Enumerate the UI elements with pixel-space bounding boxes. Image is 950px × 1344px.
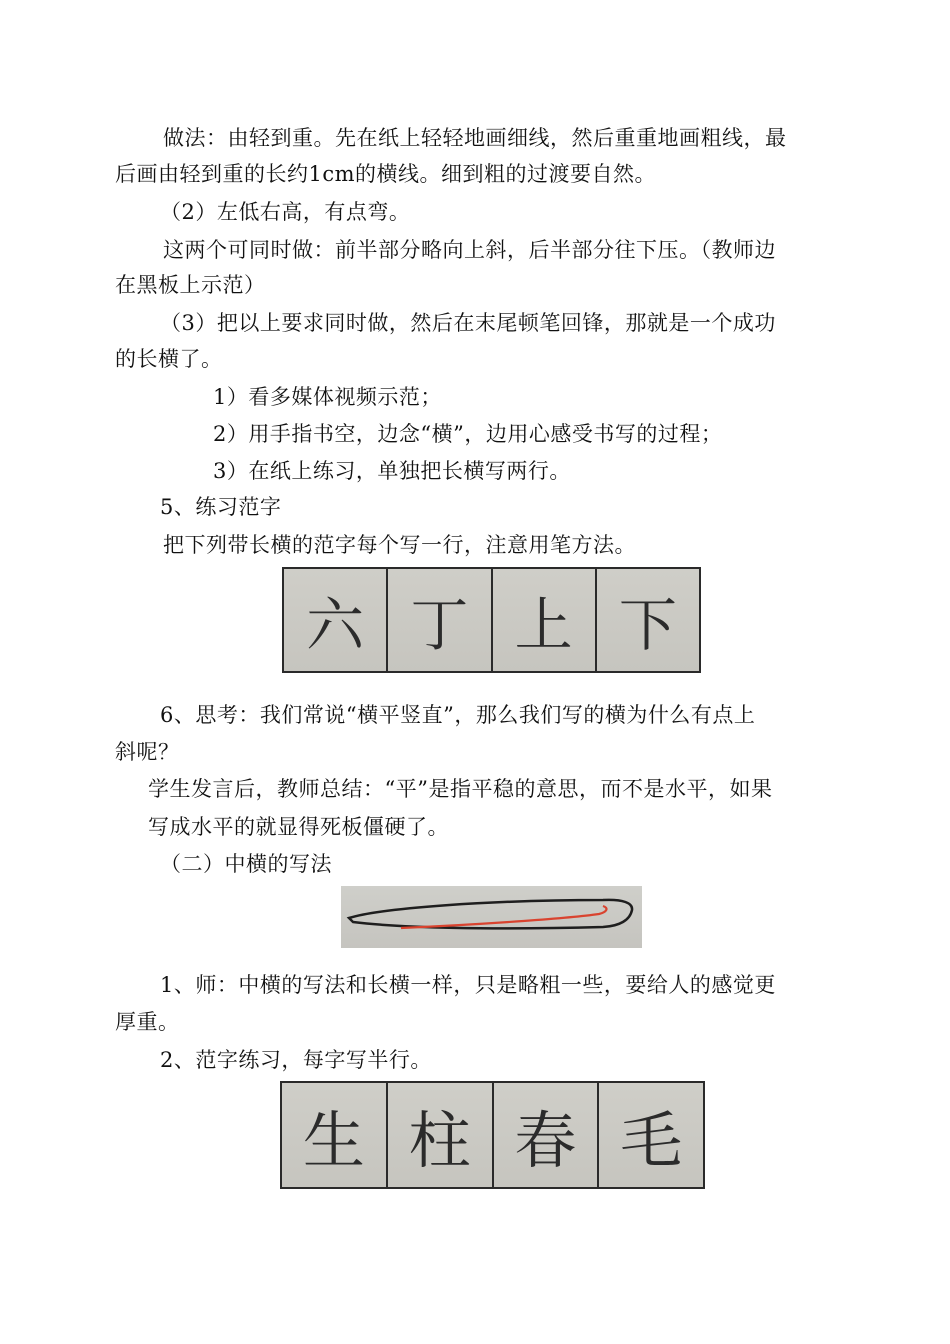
grid-cell: 毛	[599, 1083, 703, 1187]
example-characters-image	[282, 567, 701, 673]
paragraph-line: 厚重。	[115, 1010, 180, 1034]
paragraph-line: （3）把以上要求同时做，然后在末尾顿笔回锋，那就是一个成功	[160, 311, 776, 335]
list-item: 1）看多媒体视频示范；	[213, 385, 442, 409]
grid-cell: 生	[282, 1083, 388, 1187]
stroke-example-image	[341, 886, 642, 948]
paragraph-line: 斜呢？	[115, 740, 180, 764]
paragraph-line: 后画由轻到重的长约1cm的横线。细到粗的过渡要自然。	[115, 162, 657, 186]
paragraph-line: 在黑板上示范）	[115, 273, 266, 297]
paragraph-line: 学生发言后，教师总结：“平”是指平稳的意思，而不是水平，如果	[148, 777, 773, 801]
grid-cell: 六	[284, 569, 388, 671]
section-heading: 5、练习范字	[160, 495, 282, 519]
grid-cell: 上	[493, 569, 597, 671]
grid-cell: 春	[494, 1083, 600, 1187]
section-heading: （二）中横的写法	[160, 852, 332, 876]
paragraph-line: 的长横了。	[115, 347, 223, 371]
stroke-drawing	[341, 886, 642, 948]
example-characters-image	[280, 1081, 705, 1189]
stroke-center-line	[401, 906, 606, 928]
paragraph-line: 写成水平的就显得死板僵硬了。	[148, 815, 449, 839]
paragraph-line: 这两个可同时做：前半部分略向上斜，后半部分往下压。（教师边	[163, 238, 776, 262]
list-item: 3）在纸上练习，单独把长横写两行。	[213, 459, 571, 483]
paragraph-line: 做法：由轻到重。先在纸上轻轻地画细线，然后重重地画粗线，最	[163, 126, 787, 150]
grid-cell: 下	[597, 569, 699, 671]
paragraph-line: 2、范字练习，每字写半行。	[160, 1048, 432, 1072]
grid-cell: 柱	[388, 1083, 494, 1187]
grid-cell: 丁	[388, 569, 492, 671]
paragraph-line: （2）左低右高，有点弯。	[160, 200, 411, 224]
paragraph-line: 6、思考：我们常说“横平竖直”，那么我们写的横为什么有点上	[160, 703, 756, 727]
paragraph-line: 1、师：中横的写法和长横一样，只是略粗一些，要给人的感觉更	[160, 973, 776, 997]
paragraph-line: 把下列带长横的范字每个写一行，注意用笔方法。	[163, 533, 636, 557]
list-item: 2）用手指书空，边念“横”，边用心感受书写的过程；	[213, 422, 723, 446]
